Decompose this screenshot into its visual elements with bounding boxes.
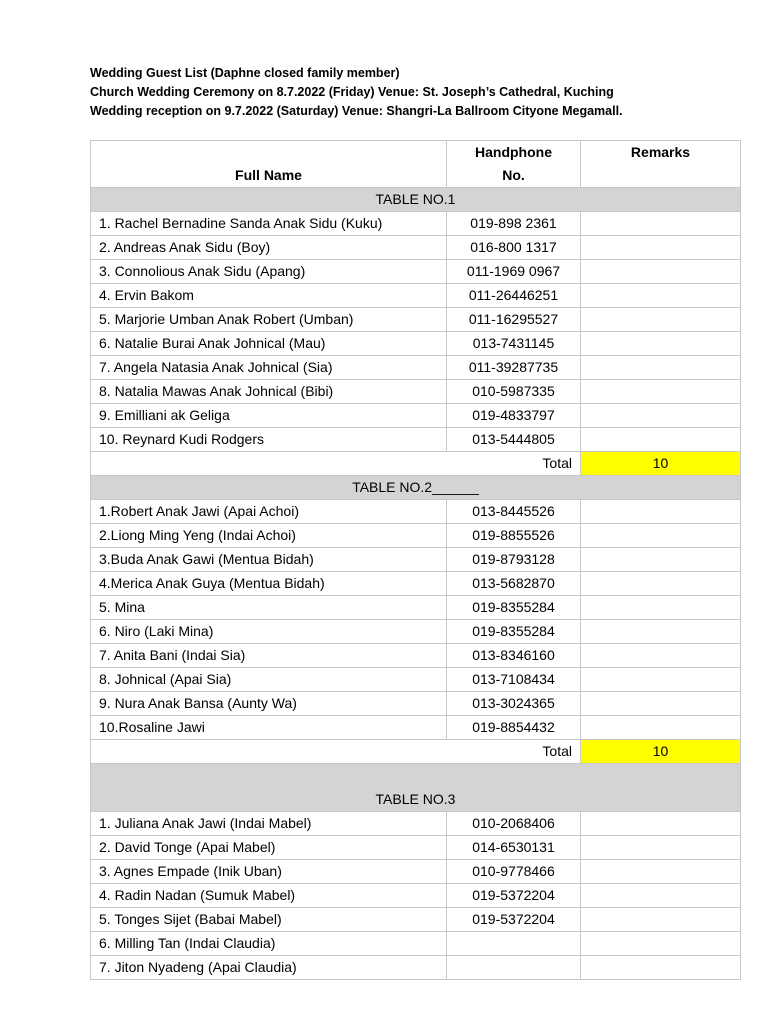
guest-name: 3. Agnes Empade (Inik Uban): [91, 860, 447, 884]
guest-name: 4. Radin Nadan (Sumuk Mabel): [91, 884, 447, 908]
guest-name: 8. Natalia Mawas Anak Johnical (Bibi): [91, 380, 447, 404]
guest-remarks: [581, 812, 741, 836]
column-header-full-name: Full Name: [91, 141, 447, 188]
guest-phone: 013-5682870: [447, 572, 581, 596]
guest-table-body: [91, 188, 741, 980]
table-row: [91, 908, 741, 932]
guest-name: 6. Niro (Laki Mina): [91, 620, 447, 644]
guest-name: 5. Marjorie Umban Anak Robert (Umban): [91, 308, 447, 332]
total-value: 10: [581, 740, 741, 764]
heading-ceremony: Church Wedding Ceremony on 8.7.2022 (Friday) Venue: St. Joseph’s Cathedral, Kuching: [90, 85, 614, 99]
guest-remarks: [581, 956, 741, 980]
table-group-row: [91, 476, 741, 500]
guest-phone: 019-4833797: [447, 404, 581, 428]
guest-phone: 011-16295527: [447, 308, 581, 332]
table-row: [91, 236, 741, 260]
guest-remarks: [581, 836, 741, 860]
guest-remarks: [581, 236, 741, 260]
table-row: [91, 668, 741, 692]
guest-name: 2. David Tonge (Apai Mabel): [91, 836, 447, 860]
guest-phone: 016-800 1317: [447, 236, 581, 260]
total-label: Total: [91, 452, 581, 476]
column-header-handphone-line2: No.: [502, 167, 525, 183]
table-row: [91, 260, 741, 284]
table-row: [91, 404, 741, 428]
guest-name: 9. Emilliani ak Geliga: [91, 404, 447, 428]
guest-remarks: [581, 884, 741, 908]
guest-phone: 013-5444805: [447, 428, 581, 452]
guest-name: 7. Jiton Nyadeng (Apai Claudia): [91, 956, 447, 980]
guest-remarks: [581, 596, 741, 620]
guest-remarks: [581, 284, 741, 308]
guest-name: 4. Ervin Bakom: [91, 284, 447, 308]
table-row: [91, 932, 741, 956]
table-row: [91, 572, 741, 596]
guest-remarks: [581, 356, 741, 380]
table-group-title: TABLE NO.3: [91, 764, 741, 812]
guest-name: 3.Buda Anak Gawi (Mentua Bidah): [91, 548, 447, 572]
total-label: Total: [91, 740, 581, 764]
table-row: [91, 428, 741, 452]
guest-name: 5. Mina: [91, 596, 447, 620]
guest-phone: 011-26446251: [447, 284, 581, 308]
guest-remarks: [581, 332, 741, 356]
guest-phone: 019-5372204: [447, 908, 581, 932]
guest-remarks: [581, 668, 741, 692]
guest-phone: 014-6530131: [447, 836, 581, 860]
guest-remarks: [581, 860, 741, 884]
guest-name: 10. Reynard Kudi Rodgers: [91, 428, 447, 452]
table-row: [91, 500, 741, 524]
guest-remarks: [581, 212, 741, 236]
guest-phone: 019-8855526: [447, 524, 581, 548]
guest-remarks: [581, 692, 741, 716]
table-row: [91, 332, 741, 356]
header-row: [91, 141, 741, 188]
table-row: [91, 956, 741, 980]
table-row: [91, 524, 741, 548]
guest-remarks: [581, 932, 741, 956]
table-row: [91, 596, 741, 620]
guest-phone: 010-9778466: [447, 860, 581, 884]
table-group-row: [91, 188, 741, 212]
guest-remarks: [581, 572, 741, 596]
table-row: [91, 692, 741, 716]
guest-remarks: [581, 500, 741, 524]
guest-phone: 013-8346160: [447, 644, 581, 668]
guest-phone: 010-5987335: [447, 380, 581, 404]
guest-phone: 019-8793128: [447, 548, 581, 572]
guest-phone: 013-7108434: [447, 668, 581, 692]
guest-name: 2. Andreas Anak Sidu (Boy): [91, 236, 447, 260]
table-group-row: [91, 764, 741, 812]
guest-phone: [447, 932, 581, 956]
column-header-handphone: [447, 141, 581, 188]
heading-title: Wedding Guest List (Daphne closed family member): [90, 66, 400, 80]
guest-phone: [447, 956, 581, 980]
table-group-title: TABLE NO.1: [91, 188, 741, 212]
guest-phone: 013-8445526: [447, 500, 581, 524]
guest-name: 3. Connolious Anak Sidu (Apang): [91, 260, 447, 284]
total-row: [91, 740, 741, 764]
guest-name: 4.Merica Anak Guya (Mentua Bidah): [91, 572, 447, 596]
guest-name: 1. Rachel Bernadine Sanda Anak Sidu (Kuku): [91, 212, 447, 236]
total-value: 10: [581, 452, 741, 476]
table-group-title: TABLE NO.2______: [91, 476, 741, 500]
guest-phone: 019-8355284: [447, 596, 581, 620]
guest-phone: 013-7431145: [447, 332, 581, 356]
table-row: [91, 380, 741, 404]
guest-name: 8. Johnical (Apai Sia): [91, 668, 447, 692]
guest-remarks: [581, 620, 741, 644]
table-row: [91, 308, 741, 332]
table-row: [91, 212, 741, 236]
guest-remarks: [581, 308, 741, 332]
guest-phone: 019-5372204: [447, 884, 581, 908]
guest-name: 1.Robert Anak Jawi (Apai Achoi): [91, 500, 447, 524]
table-row: [91, 284, 741, 308]
guest-remarks: [581, 428, 741, 452]
guest-name: 1. Juliana Anak Jawi (Indai Mabel): [91, 812, 447, 836]
document-heading: [90, 64, 623, 121]
guest-phone: 011-1969 0967: [447, 260, 581, 284]
guest-name: 6. Natalie Burai Anak Johnical (Mau): [91, 332, 447, 356]
guest-remarks: [581, 908, 741, 932]
guest-name: 7. Angela Natasia Anak Johnical (Sia): [91, 356, 447, 380]
guest-remarks: [581, 644, 741, 668]
guest-phone: 019-8854432: [447, 716, 581, 740]
table-row: [91, 620, 741, 644]
guest-phone: 019-8355284: [447, 620, 581, 644]
column-header-handphone-line1: Handphone: [475, 144, 552, 160]
guest-list-table: [90, 140, 741, 980]
guest-phone: 013-3024365: [447, 692, 581, 716]
guest-name: 9. Nura Anak Bansa (Aunty Wa): [91, 692, 447, 716]
guest-remarks: [581, 716, 741, 740]
guest-name: 6. Milling Tan (Indai Claudia): [91, 932, 447, 956]
guest-remarks: [581, 548, 741, 572]
heading-reception: Wedding reception on 9.7.2022 (Saturday) Venue: Shangri-La Ballroom Cityone Megamall.: [90, 104, 623, 118]
table-row: [91, 836, 741, 860]
guest-name: 10.Rosaline Jawi: [91, 716, 447, 740]
table-row: [91, 716, 741, 740]
guest-remarks: [581, 524, 741, 548]
guest-name: 5. Tonges Sijet (Babai Mabel): [91, 908, 447, 932]
table-row: [91, 644, 741, 668]
table-row: [91, 860, 741, 884]
guest-phone: 019-898 2361: [447, 212, 581, 236]
guest-name: 7. Anita Bani (Indai Sia): [91, 644, 447, 668]
guest-phone: 010-2068406: [447, 812, 581, 836]
guest-remarks: [581, 260, 741, 284]
table-row: [91, 812, 741, 836]
guest-phone: 011-39287735: [447, 356, 581, 380]
column-header-remarks: Remarks: [581, 141, 741, 188]
table-row: [91, 356, 741, 380]
guest-name: 2.Liong Ming Yeng (Indai Achoi): [91, 524, 447, 548]
guest-remarks: [581, 404, 741, 428]
total-row: [91, 452, 741, 476]
table-row: [91, 548, 741, 572]
table-row: [91, 884, 741, 908]
guest-remarks: [581, 380, 741, 404]
